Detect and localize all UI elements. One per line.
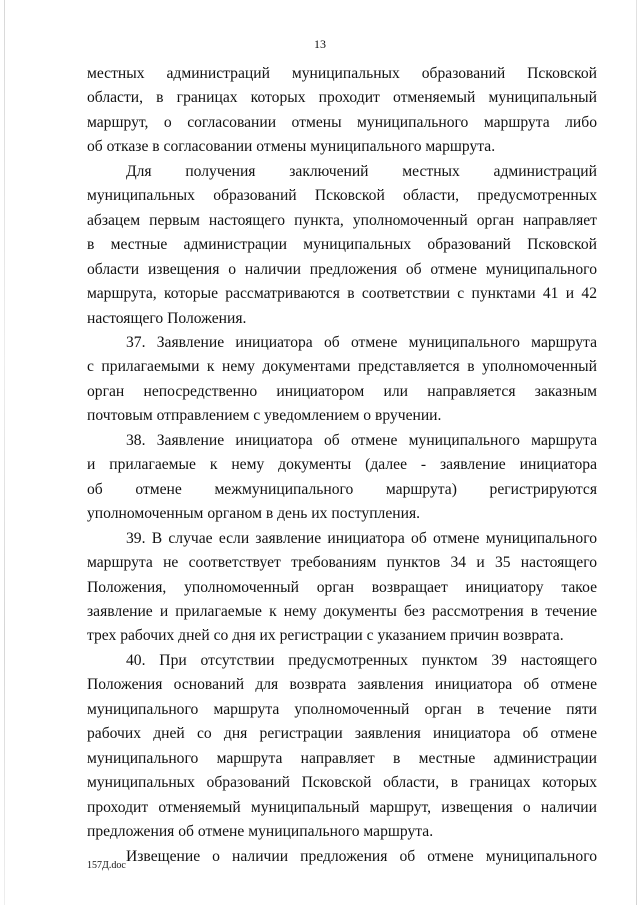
text-line: маршрута не соответствует требованиям пунктов 34 и 35 настоящего (87, 554, 597, 572)
text-line: настоящего Положения. (87, 309, 247, 327)
text-line: уполномоченным органом в день их поступления. (87, 505, 421, 523)
text-line: в местные администрации муниципальных образований Псковской (87, 236, 597, 254)
text-line: проходит отменяемый муниципальный маршрут, извещения о наличии (87, 798, 597, 816)
text-line: об отмене межмуниципального маршрута) регистрируются (87, 480, 597, 498)
text-line: рабочих дней со дня регистрации заявления инициатора об отмене (87, 725, 597, 743)
text-line: маршрут, о согласовании отмены муниципального маршрута либо (87, 113, 597, 131)
text-line: 39. В случае если заявление инициатора об отмене муниципального (126, 529, 597, 547)
page-number: 13 (314, 37, 326, 51)
text-line: местных администраций муниципальных образований Псковской (87, 65, 597, 82)
text-line: 40. При отсутствии предусмотренных пунктом 39 настоящего (126, 651, 597, 669)
text-line: абзацем первым настоящего пункта, уполномоченный орган направляет (87, 211, 597, 229)
text-line: предложения об отмене муниципального маршрута. (87, 823, 434, 841)
text-line: муниципального маршрута направляет в местные администрации (87, 749, 597, 767)
text-line: Извещение о наличии предложения об отмене муниципального (126, 847, 597, 865)
scan-edge-left (4, 0, 5, 905)
footer-filename: 157Д.doc (87, 860, 126, 871)
text-line: области, в границах которых проходит отменяемый муниципальный (87, 89, 597, 107)
text-line: 37. Заявление инициатора об отмене муниципального маршрута (126, 333, 597, 351)
scan-edge-right (636, 0, 637, 905)
text-line: трех рабочих дней со дня их регистрации с указанием причин возврата. (87, 627, 564, 645)
text-line: маршрута, которые рассматриваются в соответствии с пунктами 41 и 42 (87, 285, 597, 303)
text-line: Положения оснований для возврата заявления инициатора об отмене (87, 676, 597, 694)
text-line: муниципального маршрута уполномоченный орган в течение пяти (87, 700, 597, 718)
text-line: заявление и прилагаемые к нему документы без рассмотрения в течение (87, 602, 597, 620)
text-line: почтовым отправлением с уведомлением о вручении. (87, 407, 442, 425)
text-line: муниципальных образований Псковской области, в границах которых (87, 774, 597, 792)
text-line: 38. Заявление инициатора об отмене муниципального маршрута (126, 431, 597, 449)
document-body (87, 62, 597, 869)
text-line: с прилагаемыми к нему документами представляется в уполномоченный (87, 358, 597, 376)
text-line: об отказе в согласовании отмены муниципального маршрута. (87, 138, 496, 156)
text-line: муниципальных образований Псковской области, предусмотренных (87, 187, 597, 205)
text-line: области извещения о наличии предложения об отмене муниципального (87, 260, 597, 278)
text-line: и прилагаемые к нему документы (далее - заявление инициатора (87, 456, 597, 474)
text-line: Для получения заключений местных администраций (126, 162, 597, 180)
text-line: Положения, уполномоченный орган возвращает инициатору такое (87, 578, 597, 596)
text-line: орган непосредственно инициатором или направляется заказным (87, 382, 597, 400)
